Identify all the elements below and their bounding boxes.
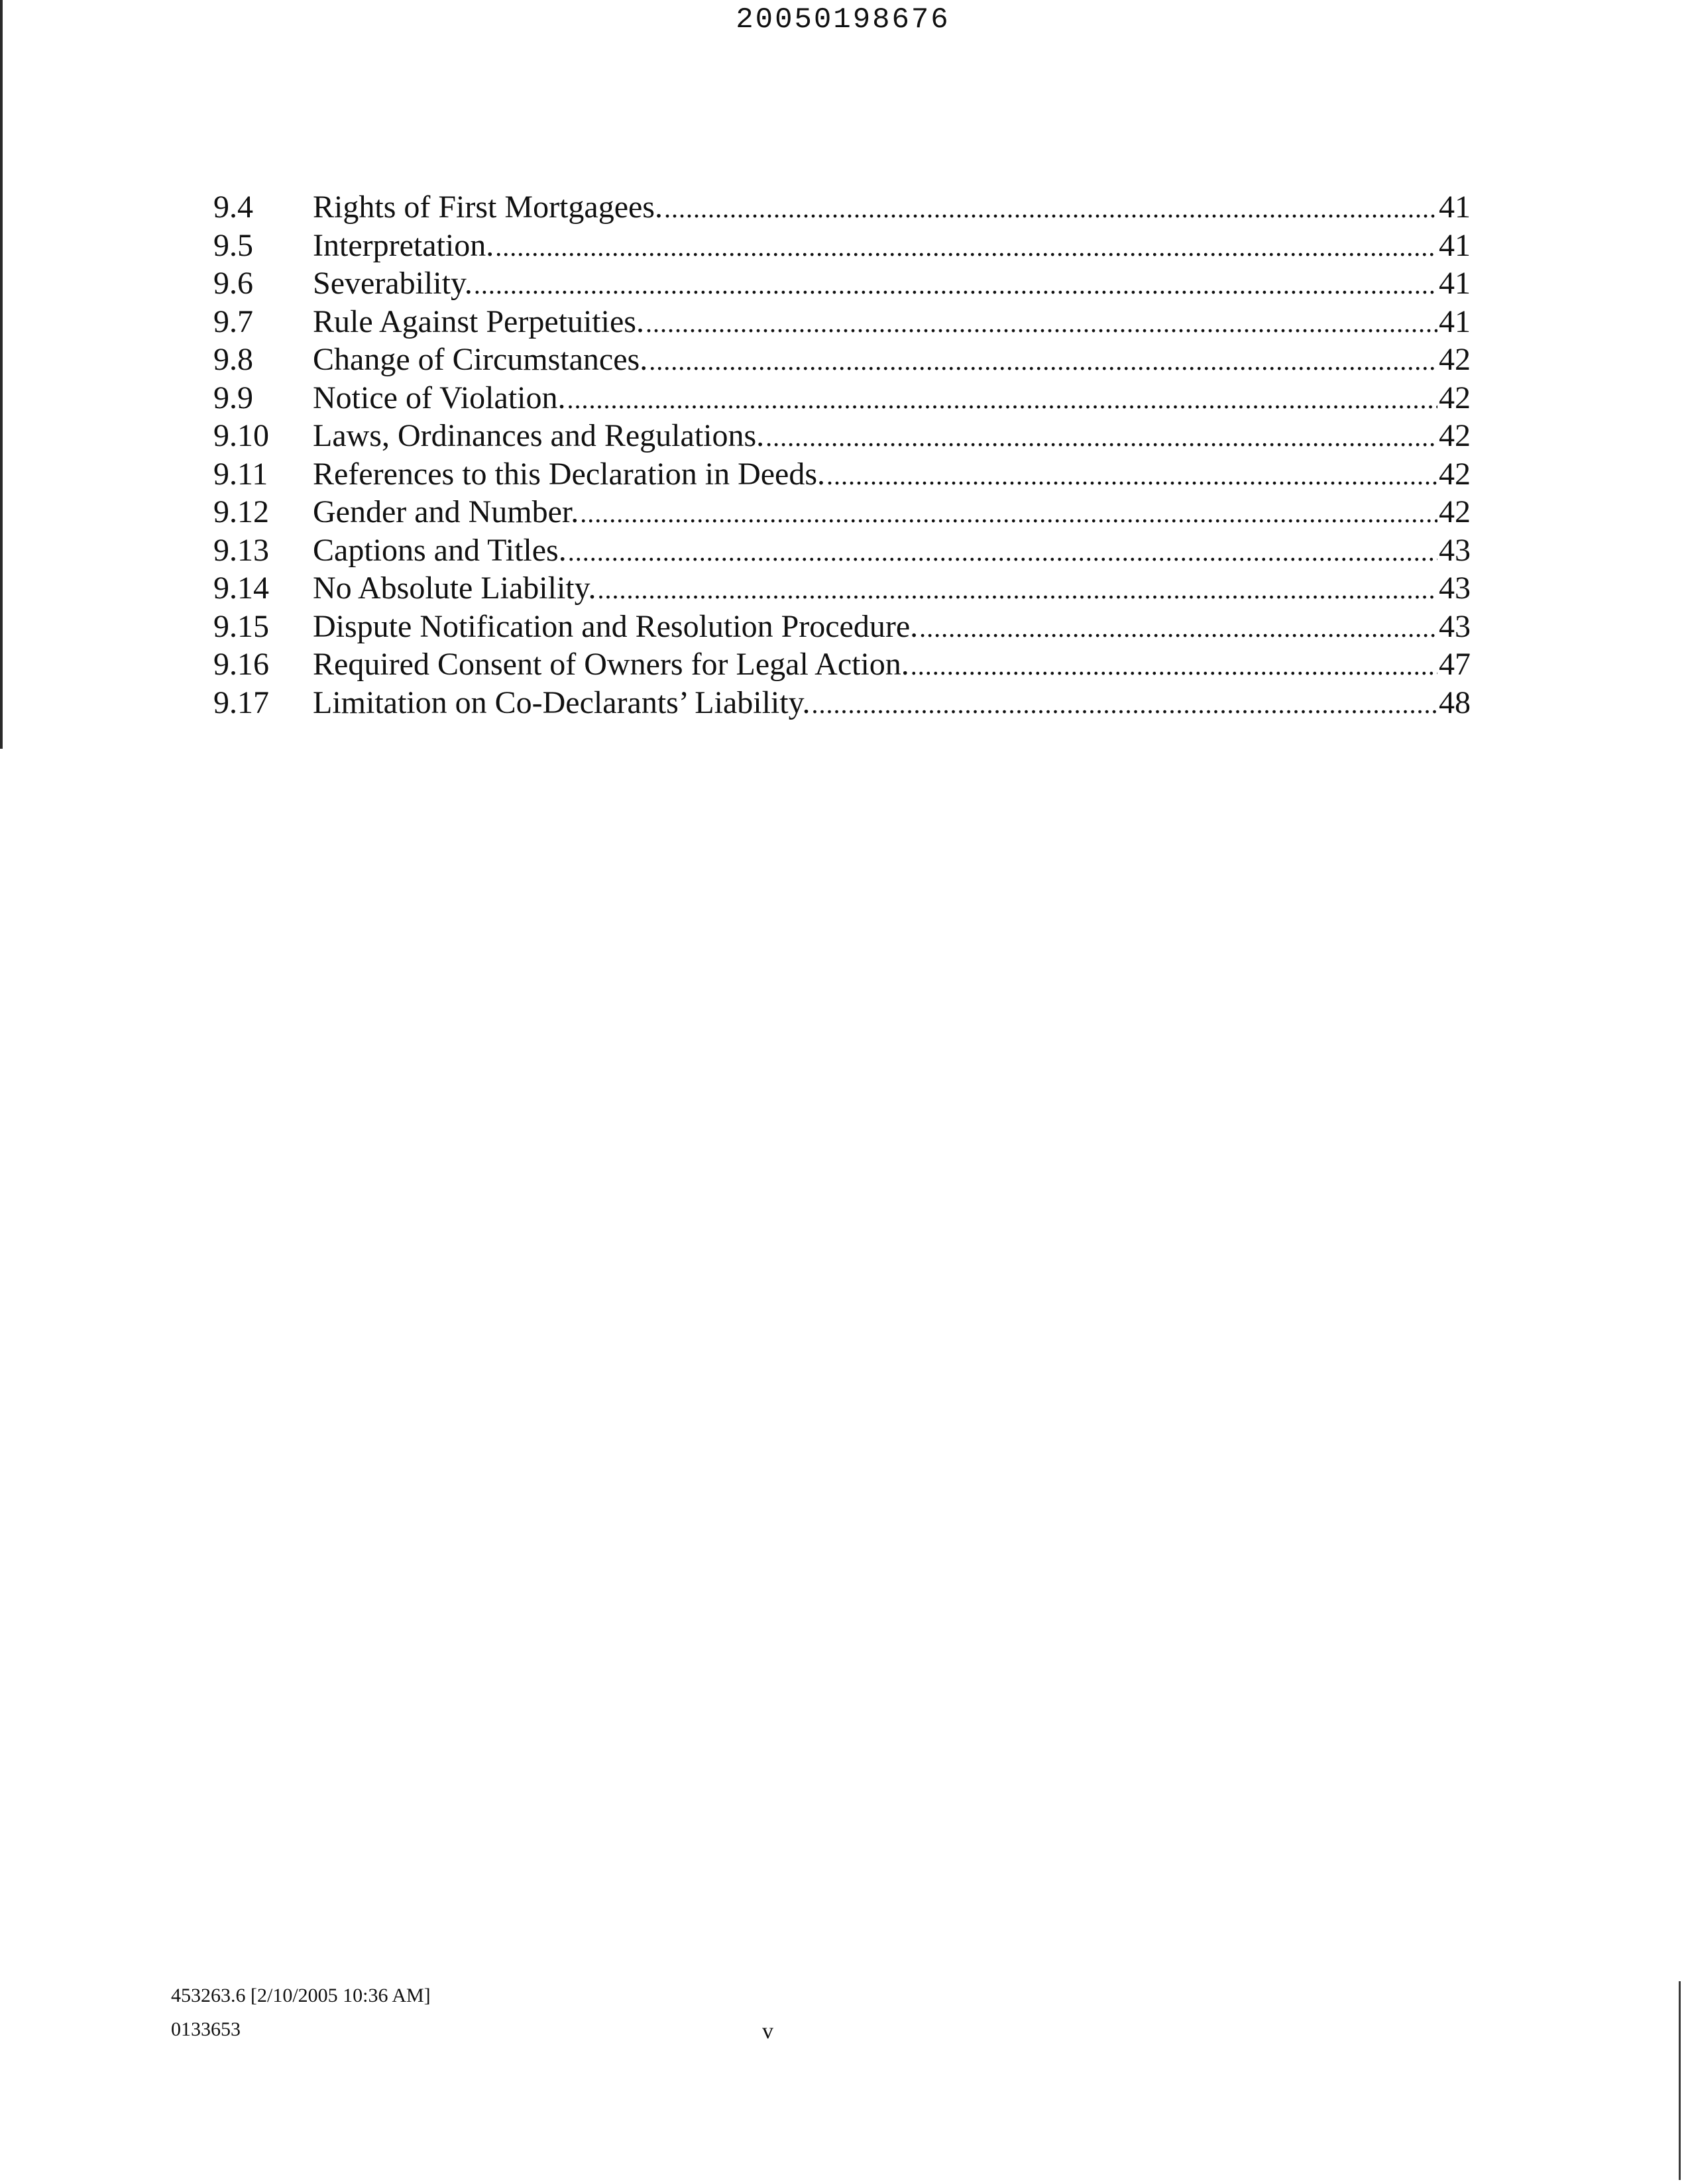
toc-section-title: Captions and Titles. — [313, 532, 567, 568]
toc-page-number: 47 — [1439, 647, 1471, 682]
toc-section-number: 9.14 — [213, 571, 269, 606]
toc-section-number: 9.6 — [213, 266, 253, 301]
toc-section-number: 9.5 — [213, 227, 253, 263]
footer-page-number: v — [762, 2019, 773, 2044]
toc-dot-leader — [649, 342, 1437, 380]
toc-dot-leader — [826, 457, 1437, 495]
toc-entry — [213, 684, 1471, 722]
toc-page-number: 42 — [1439, 418, 1471, 453]
toc-page-number: 43 — [1439, 608, 1471, 644]
toc-section-number: 9.12 — [213, 494, 269, 529]
scan-edge-left — [0, 0, 3, 749]
toc-entry — [213, 531, 1471, 570]
toc-entry — [213, 569, 1471, 608]
toc-section-title: No Absolute Liability. — [313, 571, 596, 606]
toc-entry — [213, 645, 1471, 684]
toc-entry — [213, 188, 1471, 227]
toc-page-number: 41 — [1439, 266, 1471, 301]
toc-dot-leader — [765, 418, 1437, 457]
toc-entry — [213, 341, 1471, 379]
toc-page-number: 43 — [1439, 532, 1471, 568]
toc-section-number: 9.13 — [213, 532, 269, 568]
toc-dot-leader — [568, 533, 1437, 571]
toc-dot-leader — [664, 190, 1437, 228]
toc-entry — [213, 455, 1471, 494]
toc-page-number: 42 — [1439, 342, 1471, 377]
toc-entry — [213, 493, 1471, 531]
toc-entry — [213, 379, 1471, 417]
toc-entry — [213, 417, 1471, 455]
toc-section-title: Rule Against Perpetuities. — [313, 303, 644, 339]
toc-section-number: 9.11 — [213, 456, 268, 492]
toc-entry — [213, 608, 1471, 646]
toc-page-number: 42 — [1439, 380, 1471, 415]
toc-dot-leader — [811, 685, 1437, 724]
toc-section-title: Laws, Ordinances and Regulations. — [313, 418, 765, 453]
scan-edge-right — [1679, 1981, 1681, 2180]
toc-page-number: 41 — [1439, 303, 1471, 339]
toc-page-number: 48 — [1439, 684, 1471, 720]
toc-section-number: 9.8 — [213, 342, 253, 377]
toc-page-number: 41 — [1439, 190, 1471, 225]
toc-page-number: 43 — [1439, 571, 1471, 606]
toc-dot-leader — [495, 228, 1437, 266]
toc-page-number: 41 — [1439, 227, 1471, 263]
toc-section-title: Limitation on Co-Declarants’ Liability. — [313, 684, 811, 720]
toc-entry — [213, 227, 1471, 265]
toc-section-title: Notice of Violation. — [313, 380, 566, 415]
toc-section-title: Severability. — [313, 266, 473, 301]
toc-section-number: 9.7 — [213, 303, 253, 339]
toc-section-number: 9.17 — [213, 684, 269, 720]
recording-number: 20050198676 — [736, 3, 950, 36]
toc-section-number: 9.10 — [213, 418, 269, 453]
toc-dot-leader — [474, 266, 1437, 304]
toc-section-title: Required Consent of Owners for Legal Action. — [313, 647, 909, 682]
toc-dot-leader — [911, 647, 1437, 685]
toc-dot-leader — [646, 304, 1437, 343]
footer-document-id: 453263.6 [2/10/2005 10:36 AM] — [171, 1985, 431, 2006]
toc-entry — [213, 264, 1471, 303]
toc-section-number: 9.16 — [213, 647, 269, 682]
toc-section-title: Dispute Notification and Resolution Procedure. — [313, 608, 919, 644]
toc-dot-leader — [598, 571, 1437, 609]
toc-dot-leader — [567, 380, 1438, 419]
toc-page-number: 42 — [1439, 494, 1471, 529]
toc-section-title: Interpretation. — [313, 227, 494, 263]
toc-section-title: Change of Circumstances. — [313, 342, 648, 377]
toc-dot-leader — [919, 609, 1437, 647]
table-of-contents — [213, 188, 1471, 722]
footer-client-id: 0133653 — [171, 2018, 241, 2040]
toc-section-number: 9.9 — [213, 380, 253, 415]
toc-page-number: 42 — [1439, 456, 1471, 492]
toc-section-title: Rights of First Mortgagees. — [313, 190, 663, 225]
toc-section-title: Gender and Number. — [313, 494, 579, 529]
toc-dot-leader — [580, 494, 1437, 533]
toc-section-title: References to this Declaration in Deeds. — [313, 456, 826, 492]
toc-entry — [213, 303, 1471, 341]
toc-section-number: 9.15 — [213, 608, 269, 644]
toc-section-number: 9.4 — [213, 190, 253, 225]
